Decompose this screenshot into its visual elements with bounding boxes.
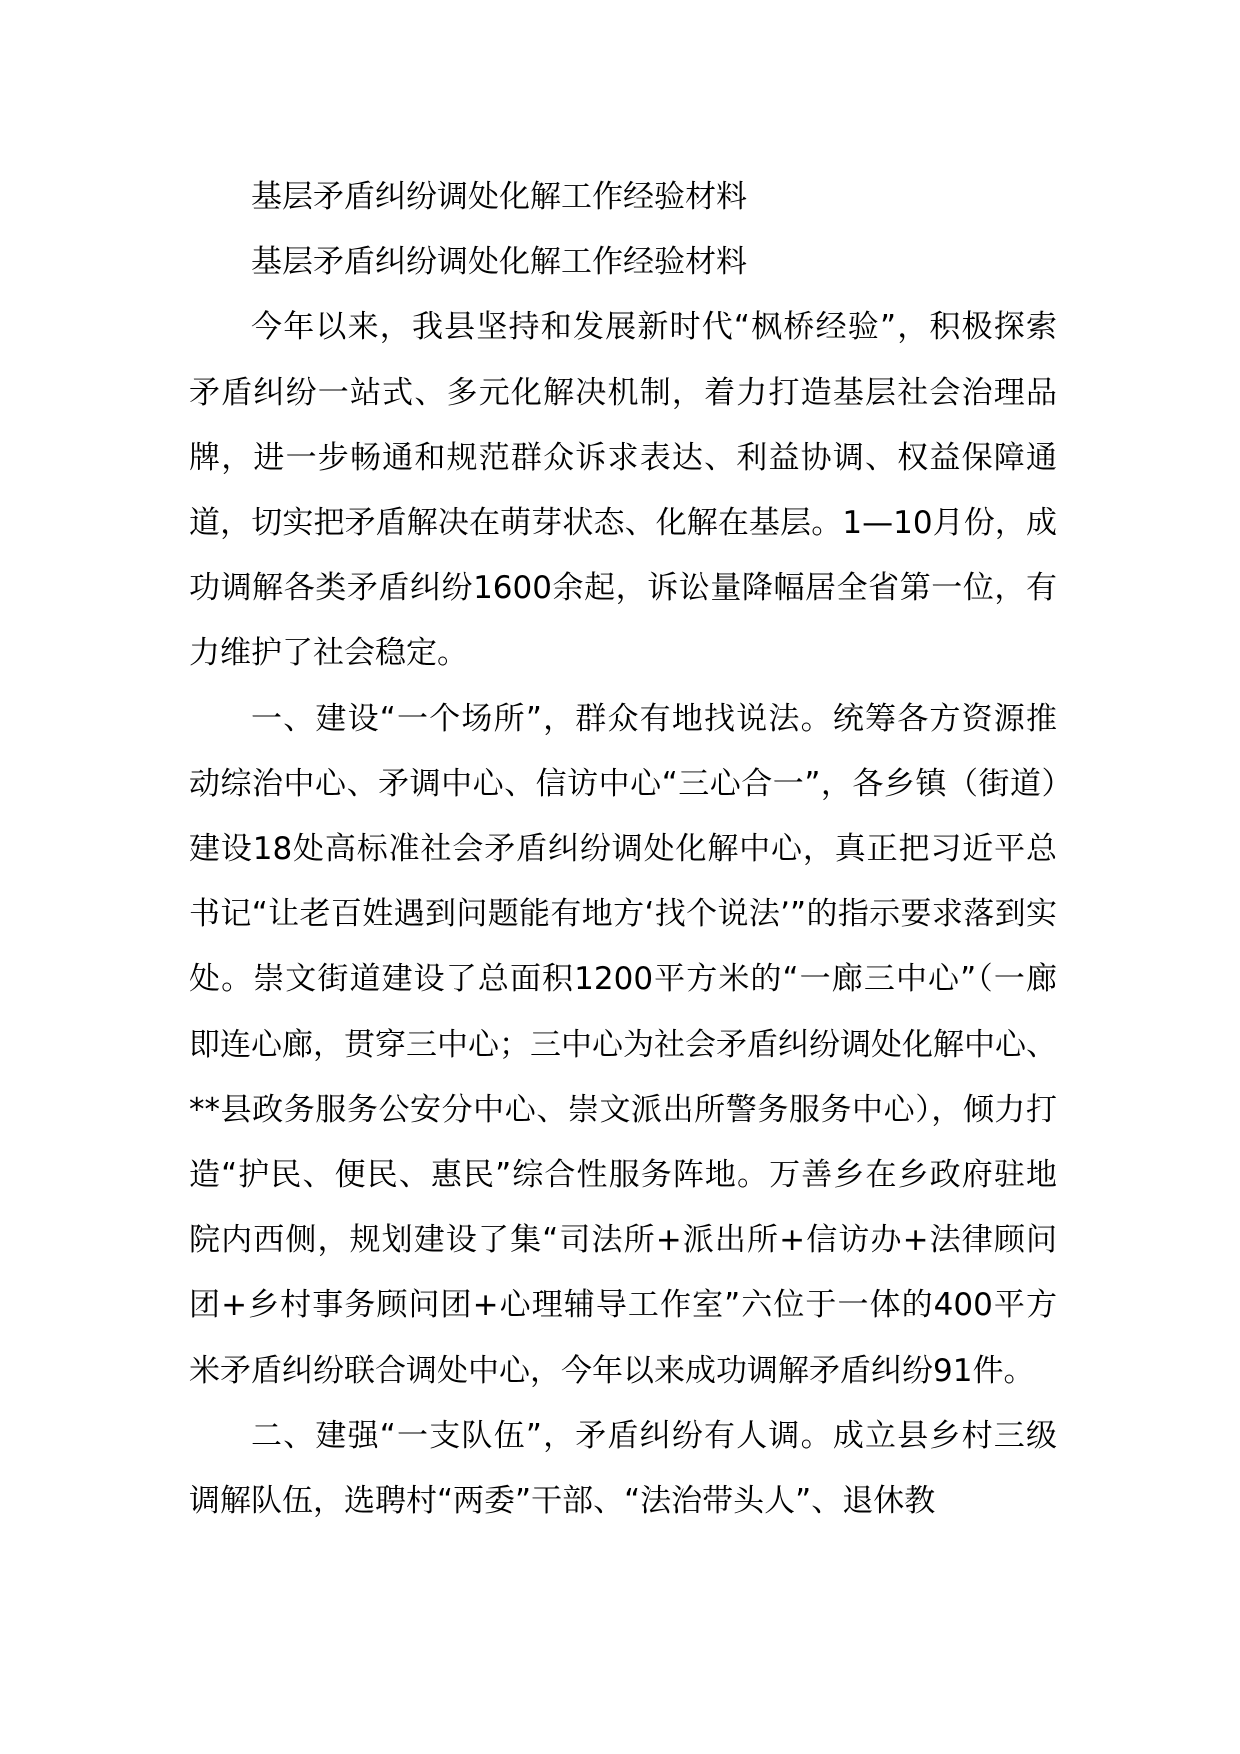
paragraph-intro: 今年以来，我县坚持和发展新时代“枫桥经验”，积极探索矛盾纠纷一站式、多元化解决机制，着力打造基层社会治理品牌，进一步畅通和规范群众诉求表达、利益协调、权益保障通道，切实把矛盾解决在萌芽状态、化解在基层。1—10月份，成功调解各类矛盾纠纷1600余起，诉讼量降幅居全省第一位，有力维护了社会稳定。	[189, 309, 1057, 672]
paragraph-section-2: 二、建强“一支队伍”，矛盾纠纷有人调。成立县乡村三级调解队伍，选聘村“两委”干部、“法治带头人”、退休教	[189, 1417, 1057, 1520]
document-body	[189, 165, 1057, 1534]
paragraph-section-1: 一、建设“一个场所”，群众有地找说法。统筹各方资源推动综治中心、矛调中心、信访中心“三心合一”，各乡镇（街道）建设18处高标准社会矛盾纠纷调处化解中心，真正把习近平总书记“让老百姓遇到问题能有地方‘找个说法’”的指示要求落到实处。崇文街道建设了总面积1200平方米的“一廊三中心”（一廊即连心廊，贯穿三中心；三中心为社会矛盾纠纷调处化解中心、**县政务服务公安分中心、崇文派出所警务服务中心），倾力打造“护民、便民、惠民”综合性服务阵地。万善乡在乡政府驻地院内西侧，规划建设了集“司法所+派出所+信访办+法律顾问团+乡村事务顾问团+心理辅导工作室”六位于一体的400平方米矛盾纠纷联合调处中心，今年以来成功调解矛盾纠纷91件。	[189, 700, 1057, 1389]
document-title: 基层矛盾纠纷调处化解工作经验材料	[251, 179, 747, 215]
document-subtitle: 基层矛盾纠纷调处化解工作经验材料	[251, 244, 747, 281]
